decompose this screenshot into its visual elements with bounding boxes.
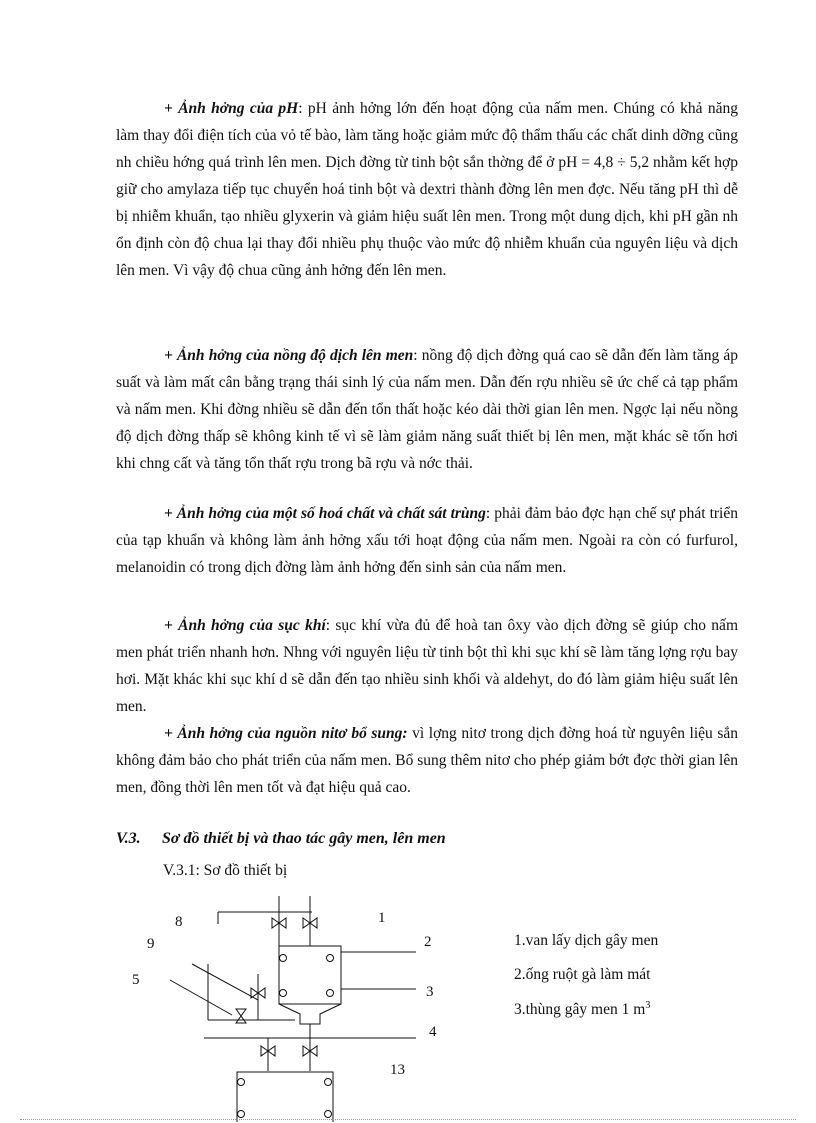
paragraph-chemicals xyxy=(116,500,738,581)
paragraph-text: vì lợng nitơ trong dịch đờng hoá từ nguyên liệu sắn không đảm bảo cho phát triển của nấm men. Bổ sung thêm nitơ cho phép giảm bớt đợc thời gian lên men, đồng thời lên men tốt và đạt hiệu quả cao. xyxy=(116,725,738,796)
equipment-diagram xyxy=(120,896,460,1122)
paragraph-ph xyxy=(116,95,738,284)
cooling-coil-icon xyxy=(327,990,334,997)
tank-cone xyxy=(279,1004,341,1024)
subsection-heading: V.3.1: Sơ đồ thiết bị xyxy=(163,862,288,879)
diagram-label: 2 xyxy=(424,934,432,950)
section-title: Sơ đồ thiết bị và thao tác gây men, lên men xyxy=(162,830,446,847)
section-heading xyxy=(116,830,446,848)
cooling-coil-icon xyxy=(280,955,287,962)
paragraph-text: : pH ảnh hởng lớn đến hoạt động của nấm men. Chúng có khả năng làm thay đổi điện tích của vỏ tế bào, làm tăng hoặc giảm mức độ thẩm thấu các chất dinh dỡng cũng nh chiều hớng quá trình lên men. Dịch đờng từ tinh bột sắn thờng để ở pH = 4,8 ÷ 5,2 nhằm kết hợp giữ cho amylaza tiếp tục chuyển hoá tinh bột và dextri thành đờng lên men đợc. Nếu tăng pH thì dễ bị nhiễm khuẩn, tạo nhiều glyxerin và giảm hiệu suất lên men. Trong một dung dịch, khi pH gần nh ổn định còn độ chua lại thay đổi nhiều phụ thuộc vào mức độ nhiễm khuẩn của nguyên liệu và dịch lên men. Vì vậy độ chua cũng ảnh hởng đến lên men. xyxy=(116,100,738,279)
paragraph-lead: + Ảnh hởng của một số hoá chất và chất sát trùng xyxy=(164,505,486,522)
cooling-coil-icon xyxy=(280,990,287,997)
diagram-label: 5 xyxy=(132,972,140,988)
paragraph-lead: + Ảnh hởng của nguồn nitơ bổ sung: xyxy=(164,725,408,742)
paragraph-text: : phải đảm bảo đợc hạn chế sự phát triển của tạp khuẩn và không làm ảnh hởng xấu tới hoạt động của nấm men. Ngoài ra còn có furfurol, melanoidin có trong dịch đờng làm ảnh hởng đến sinh sản của nấm men. xyxy=(116,505,738,576)
section-number: V.3. xyxy=(116,830,141,847)
paragraph-lead: + Ảnh hởng của nồng độ dịch lên men xyxy=(164,347,414,364)
diagram-label: 4 xyxy=(429,1024,437,1040)
paragraph-text: : sục khí vừa đủ để hoà tan ôxy vào dịch đờng sẽ giúp cho nấm men phát triển nhanh hơn. Nhng với nguyên liệu từ tinh bột thì khi sục khí sẽ làm tăng lợng rợu bay hơi. Mặt khác khi sục khí d sẽ dẫn đến tạo nhiều sinh khối và aldehyt, do đó làm giảm hiệu suất lên men. xyxy=(116,617,738,715)
diagram-label: 13 xyxy=(390,1062,405,1078)
legend-text: 3.thùng gây men 1 m xyxy=(514,1001,646,1019)
legend-superscript: 3 xyxy=(645,1000,651,1011)
diagram-label: 9 xyxy=(147,936,155,952)
paragraph-lead: + Ảnh hởng của pH xyxy=(164,100,299,117)
cooling-coil-icon xyxy=(325,1111,332,1118)
cooling-coil-icon xyxy=(238,1079,245,1086)
paragraph-lead: + Ảnh hởng của sục khí xyxy=(164,617,326,634)
paragraph-aeration xyxy=(116,612,738,720)
paragraph-nitrogen xyxy=(116,720,738,801)
paragraph-concentration xyxy=(116,342,738,477)
cooling-coil-icon xyxy=(327,955,334,962)
paragraph-text: : nồng độ dịch đờng quá cao sẽ dẫn đến làm tăng áp suất và làm mất cân bằng trạng thái sinh lý của nấm men. Dẫn đến rợu nhiều sẽ ức chế cả tạp phẩm và nấm men. Khi đờng nhiều sẽ dẫn đến tổn thất hoặc kéo dài thời gian lên men. Ngợc lại nếu nồng độ dịch đờng thấp sẽ không kinh tế vì sẽ làm giảm năng suất thiết bị lên men, mặt khác sẽ tốn hơi khi chng cất và tăng tổn thất rợu trong bã rợu và nớc thải. xyxy=(116,347,738,472)
legend-item: 2.ống ruột gà làm mát xyxy=(514,966,651,983)
leader-line xyxy=(192,964,258,1000)
cooling-coil-icon xyxy=(238,1111,245,1118)
leader-line xyxy=(170,980,232,1015)
cooling-coil-icon xyxy=(325,1079,332,1086)
legend-item xyxy=(514,1000,650,1019)
valve-icon xyxy=(236,1009,246,1023)
diagram-label: 3 xyxy=(426,984,434,1000)
diagram-label: 8 xyxy=(175,914,183,930)
diagram-label: 1 xyxy=(378,910,386,926)
fermentation-tank xyxy=(237,1072,333,1122)
page-bottom-divider xyxy=(20,1119,796,1120)
legend-item: 1.van lấy dịch gây men xyxy=(514,932,659,949)
